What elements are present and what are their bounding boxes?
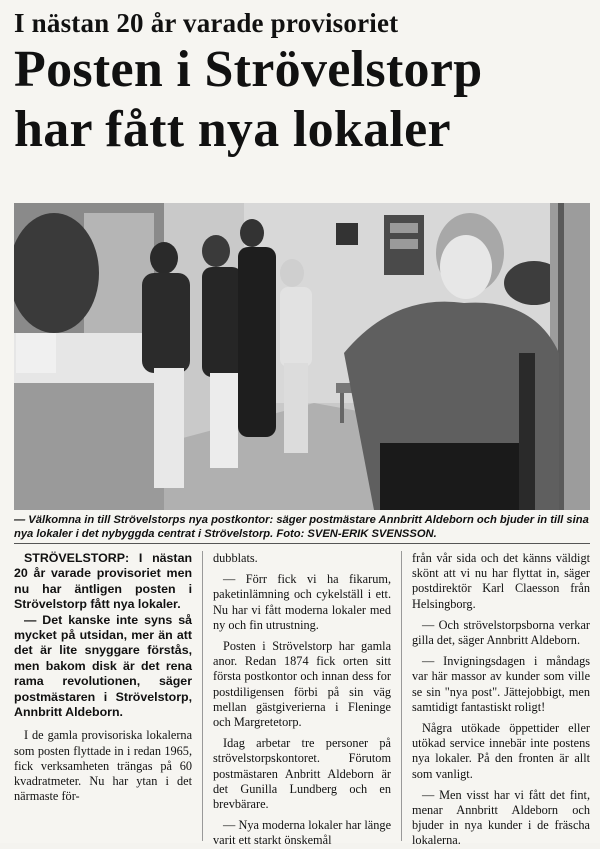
column-divider (401, 551, 402, 841)
body-paragraph: — Men visst har vi fått det fint, menar Annbritt Aldeborn och bjuder in nya kunder i de fräscha lokalerna. (412, 787, 591, 848)
body-paragraph: — Nya moderna lokaler har länge varit ett starkt önskemål (213, 818, 392, 848)
body-paragraph: — Och strövelstorpsborna verkar gilla det, säger Annbritt Aldeborn. (412, 617, 591, 648)
caption-divider (14, 543, 590, 544)
body-column-2 (213, 551, 392, 848)
body-paragraph: Posten i Strövelstorp har gamla anor. Redan 1874 fick orten sitt första postkontor och innan dess for postdiligensen förbi på sin väg mellan gästgiverierna i Fleninge och Margretetorp. (213, 639, 392, 730)
article-photo (14, 203, 590, 510)
photo-illustration (14, 203, 590, 510)
lead-paragraph-1: STRÖVELSTORP: I nästan 20 år varade provisoriet men nu har äntligen posten i Strövelstorp fått nya lokaler. (14, 551, 193, 612)
headline-line-2: har fått nya lokaler (14, 101, 451, 158)
photo-caption: — Välkomna in till Strövelstorps nya postkontor: säger postmästare Annbritt Aldeborn och bjuder in till sina nya lokaler i det nybyggda centrat i Strövelstorp. Foto: SVEN-ERIK SVENSSON. (14, 514, 589, 540)
body-paragraph: — Invigningsdagen i måndags var här massor av kunder som ville se sin "nya post". Jättejobbigt, men samtidigt fantastiskt roligt! (412, 654, 591, 714)
body-column-1 (14, 551, 192, 841)
body-paragraph: I de gamla provisoriska lokalerna som posten flyttade in i redan 1965, fick verksamheten trängas på 60 kvadratmeter. Nu har ytan i det närmaste för- (14, 728, 193, 804)
body-paragraph: från vår sida och det känns väldigt skönt att vi nu har flyttat in, säger postdirektör Karl Claesson från Helsingborg. (412, 551, 591, 611)
article-lead (14, 551, 192, 720)
body-paragraph: Några utökade öppettider eller utökad service innebär inte postens nya lokaler. På den fronten är allt som vanligt. (412, 721, 591, 781)
article-body (14, 551, 591, 848)
column-1-text (14, 728, 192, 804)
article-kicker: I nästan 20 år varade provisoriet (14, 8, 399, 38)
headline-line-1: Posten i Strövelstorp (14, 41, 483, 98)
body-column-3 (412, 551, 591, 848)
column-divider (202, 551, 203, 841)
lead-paragraph-2: — Det kanske inte syns så mycket på utsidan, mer än att det är lite snyggare förstås, men bakom disk är det rena rama revolutionen, säger postmästaren i Strövelstorp, Annbritt Aldeborn. (14, 612, 193, 720)
body-paragraph: dubblats. (213, 551, 258, 565)
body-paragraph: Idag arbetar tre personer på strövelstorpskontoret. Förutom postmästaren Anbritt Aldeborn är det Gunilla Lundberg och en brevbärare. (213, 736, 392, 812)
body-paragraph: — Förr fick vi ha fikarum, paketinlämning och cykelställ i ett. Nu har vi fått moderna lokaler med ny och fin utrustning. (213, 572, 392, 632)
article-headline (14, 40, 589, 160)
